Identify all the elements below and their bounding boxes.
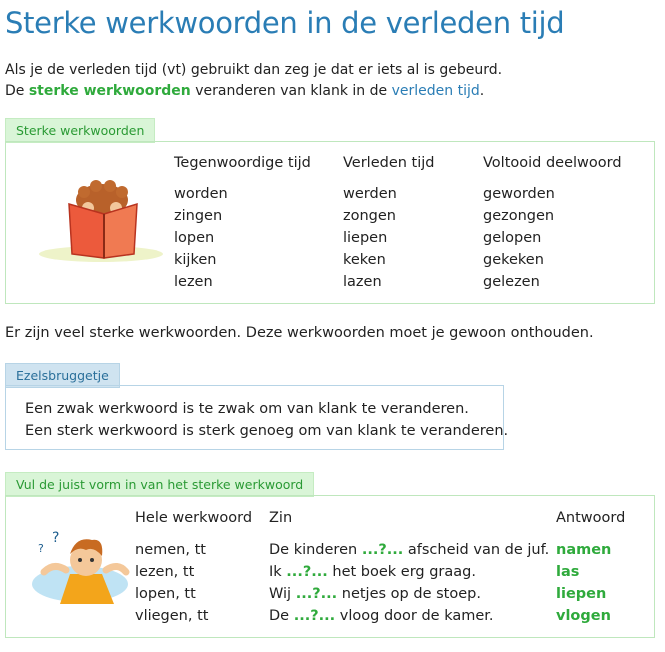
- list-item: gekeken: [483, 252, 544, 268]
- list-item: lazen: [343, 274, 382, 290]
- reading-child-illustration: [36, 178, 166, 263]
- sentence-part: het boek erg graag.: [327, 564, 476, 580]
- list-item: [269, 561, 549, 583]
- verb-list: [135, 539, 208, 627]
- list-item: [269, 539, 549, 561]
- svg-text:?: ?: [38, 542, 44, 555]
- sentence-part: vloog door de kamer.: [335, 608, 494, 624]
- intro-text-part: .: [479, 83, 485, 99]
- list-item: zingen: [174, 208, 223, 224]
- page-title: Sterke werkwoorden in de verleden tijd: [5, 6, 565, 40]
- list-item: werden: [343, 186, 397, 202]
- sentence-part: De kinderen: [269, 542, 362, 558]
- column-header-answer: Antwoord: [556, 510, 626, 526]
- list-item: lezen, tt: [135, 564, 195, 580]
- section-tag-mnemonic: Ezelsbruggetje: [5, 363, 120, 388]
- list-item: nemen, tt: [135, 542, 206, 558]
- list-item: [269, 605, 549, 627]
- sentence-part: afscheid van de juf.: [403, 542, 550, 558]
- list-item: keken: [343, 252, 386, 268]
- list-item: [269, 583, 549, 605]
- past-tense-list: [343, 183, 397, 293]
- strong-verbs-highlight: sterke werkwoorden: [28, 83, 191, 99]
- intro-text: [5, 60, 502, 102]
- answer-item: vlogen: [556, 608, 611, 624]
- blank-placeholder: ...?...: [361, 542, 404, 558]
- column-header-sentence: Zin: [269, 510, 293, 526]
- answer-item: liepen: [556, 586, 607, 602]
- mnemonic-line-1: Een zwak werkwoord is te zwak om van klank te veranderen.: [25, 401, 469, 417]
- intro-text-part: De: [5, 83, 29, 99]
- intro-line-1: Als je de verleden tijd (vt) gebruikt dan zeg je dat er iets al is gebeurd.: [5, 62, 503, 78]
- mnemonic-line-2: Een sterk werkwoord is sterk genoeg om van klank te veranderen.: [25, 423, 509, 439]
- list-item: worden: [174, 186, 228, 202]
- column-header-verb: Hele werkwoord: [135, 510, 253, 526]
- answer-item: namen: [556, 542, 612, 558]
- sentence-part: Wij: [269, 586, 296, 602]
- memorize-paragraph: Er zijn veel sterke werkwoorden. Deze werkwoorden moet je gewoon onthouden.: [5, 325, 594, 341]
- sentence-part: De: [269, 608, 294, 624]
- list-item: liepen: [343, 230, 388, 246]
- list-item: kijken: [174, 252, 217, 268]
- sentence-part: netjes op de stoep.: [337, 586, 481, 602]
- section-tag-strong-verbs: Sterke werkwoorden: [5, 118, 155, 143]
- blank-placeholder: ...?...: [295, 586, 338, 602]
- answer-item: las: [556, 564, 580, 580]
- list-item: lezen: [174, 274, 213, 290]
- blank-placeholder: ...?...: [286, 564, 328, 580]
- blank-placeholder: ...?...: [293, 608, 336, 624]
- svg-text:?: ?: [52, 530, 60, 546]
- column-header-present: Tegenwoordige tijd: [174, 155, 311, 171]
- list-item: gelopen: [483, 230, 542, 246]
- mnemonic-text: [25, 398, 508, 442]
- list-item: lopen, tt: [135, 586, 196, 602]
- intro-line-2: [5, 81, 502, 102]
- present-tense-list: [174, 183, 228, 293]
- sentence-list: [269, 539, 549, 627]
- answer-list: [556, 539, 611, 627]
- list-item: vliegen, tt: [135, 608, 209, 624]
- participle-list: [483, 183, 555, 293]
- list-item: gelezen: [483, 274, 540, 290]
- intro-text-part: veranderen van klank in de: [190, 83, 392, 99]
- column-header-past: Verleden tijd: [343, 155, 435, 171]
- thinking-child-illustration: [30, 528, 132, 604]
- section-tag-exercise: Vul de juist vorm in van het sterke werkwoord: [5, 472, 314, 497]
- column-header-participle: Voltooid deelwoord: [483, 155, 622, 171]
- list-item: gezongen: [483, 208, 555, 224]
- past-tense-link[interactable]: verleden tijd: [391, 83, 480, 99]
- sentence-part: Ik: [269, 564, 287, 580]
- list-item: lopen: [174, 230, 215, 246]
- list-item: geworden: [483, 186, 555, 202]
- list-item: zongen: [343, 208, 396, 224]
